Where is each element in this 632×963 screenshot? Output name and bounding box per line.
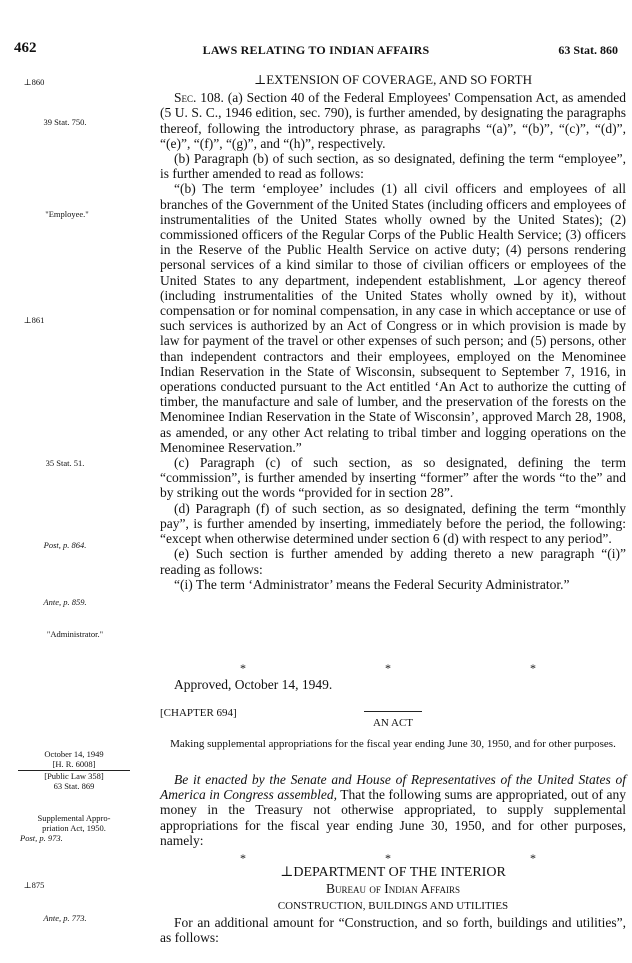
margin-note-hr: [H. R. 6008] [52, 759, 96, 769]
act-title: Making supplemental appropriations for the fiscal year ending June 30, 1950, and for other purposes. [170, 738, 616, 750]
final-paragraph-block [160, 915, 626, 945]
enacting-paragraph [160, 772, 626, 848]
department-heading: ⊥DEPARTMENT OF THE INTERIOR [280, 865, 506, 880]
section-108-text: (a) Section 40 of the Federal Employees' Compensation Act, as amended (5 U. S. C., 1946 edition, sec. 790), is further amended, by designating the paragraphs thereof, following the introductory phrase, as paragraphs “(a)”, “(b)”, “(c)”, “(d)”, “(e)”, “(f)”, “(g)”, and “(h)”, respectively. [160, 90, 627, 151]
star: * [530, 661, 536, 675]
paragraph-e: (e) Such section is further amended by adding thereto a new paragraph “(i)” reading as follows: [160, 546, 626, 577]
margin-note-date: October 14, 1949 [44, 749, 104, 759]
margin-note-public-law: [Public Law 358] [44, 771, 104, 781]
star: * [240, 661, 246, 675]
an-act-label: AN ACT [372, 717, 414, 729]
margin-note-administrator: "Administrator." [46, 629, 104, 639]
heading-extension-of-coverage: ⊥EXTENSION OF COVERAGE, AND SO FORTH [254, 72, 532, 87]
margin-note-bill-info [14, 749, 134, 791]
margin-note-post-864: Post, p. 864. [43, 540, 87, 550]
enacting-clause [160, 772, 626, 848]
margin-note-39-stat: 39 Stat. 750. [43, 117, 87, 127]
chapter-label: [CHAPTER 694] [160, 707, 237, 719]
enacting-text: That the following sums are appropriated, out of any money in the Treasury not otherwise appropriated, to supply supplemental appropriations for the fiscal year ending June 30, 1950, and for other purposes, namely: [160, 787, 627, 848]
margin-note-35-stat: 35 Stat. 51. [45, 458, 85, 468]
paragraph-b: (b) Paragraph (b) of such section, as so designated, defining the term “employee”, is further amended to read as follows: [160, 151, 626, 182]
paragraph-d: (d) Paragraph (f) of such section, as so designated, defining the term “monthly pay”, is further amended by inserting, immediately before the period, the following: “except when otherwise determined under section 6 (d) with respect to any period”. [160, 500, 626, 547]
margin-note-63-stat: 63 Stat. 869 [53, 781, 95, 791]
section-108-block [160, 72, 626, 592]
paragraph-c: (c) Paragraph (c) of such section, as so designated, defining the term “commission”, is further amended by inserting “former” after the words “to the” and by striking out the words “provided for in section 28”. [160, 455, 626, 501]
page-number: 462 [14, 40, 37, 56]
margin-note-page-875: ⊥875 [23, 880, 45, 890]
star: * [385, 661, 391, 675]
star: * [530, 851, 536, 865]
margin-note-supp-line2: priation Act, 1950. [42, 823, 106, 833]
margin-note-post-973: Post, p. 973. [20, 833, 63, 843]
statute-reference: 63 Stat. 860 [558, 43, 618, 57]
bureau-heading: Bureau of Indian Affairs [326, 881, 460, 896]
section-108-paragraph-a [160, 90, 626, 151]
enacting-italic: Be it enacted by the Senate and House of Representatives of the United States of America in Congress assembled, [160, 772, 626, 803]
paragraph-e-quote: “(i) The term ‘Administrator’ means the Federal Security Administrator.” [174, 576, 570, 592]
margin-note-page-861: ⊥861 [23, 315, 45, 325]
star: * [240, 851, 246, 865]
margin-note-ante-859: Ante, p. 859. [43, 597, 87, 607]
construction-heading: CONSTRUCTION, BUILDINGS AND UTILITIES [277, 900, 509, 912]
running-title: LAWS RELATING TO INDIAN AFFAIRS [202, 43, 430, 57]
margin-note-page-860: ⊥860 [23, 77, 45, 87]
approval-line [160, 677, 626, 692]
margin-note-supp-line1: Supplemental Appro- [37, 813, 111, 823]
approved-date: Approved, October 14, 1949. [174, 677, 333, 692]
margin-rule [18, 770, 130, 771]
star: * [385, 851, 391, 865]
act-rule [364, 711, 422, 712]
section-label: Sec. 108. [174, 90, 224, 106]
final-paragraph: For an additional amount for “Construction, and so forth, buildings and utilities”, as follows: [160, 915, 626, 946]
paragraph-b-quote: “(b) The term ‘employee’ includes (1) all civil officers and employees of all branches of the Government of the United States (including officers and employees of instrumentalities of the United States wholly owned by the United States); (2) commissioned officers of the Regular Corps of the Public Health Service; (3) officers in the Reserve of the Public Health Service on active duty; (4) persons rendering personal services of a kind similar to those of civilian officers or employees of the United States to any department, independent establishment, ⊥or agency thereof (including instrumentalities of the United States wholly owned by it), without compensation or for nominal compensation, in any case in which acceptance or use of such services is authorized by an Act of Congress or in which provision is made by law for payment of the travel or other expenses of such person; and (5) persons, other than independent contractors and their employees, employed on the Menominee Indian Reservation in the State of Wisconsin, subsequent to September 7, 1916, in operations conducted pursuant to the Act entitled ‘An Act to authorize the cutting of timber, the manufacture and sale of lumber, and the preservation of the forests on the Menominee Indian Reservation in the State of Wisconsin’, approved March 28, 1908, as amended, or any other Act relating to tribal timber and logging operations on the Menominee Reservation.” [160, 181, 626, 455]
margin-note-ante-773: Ante, p. 773. [43, 913, 87, 923]
margin-note-employee: "Employee." [45, 209, 89, 219]
margin-note-supplemental-act [4, 813, 144, 843]
